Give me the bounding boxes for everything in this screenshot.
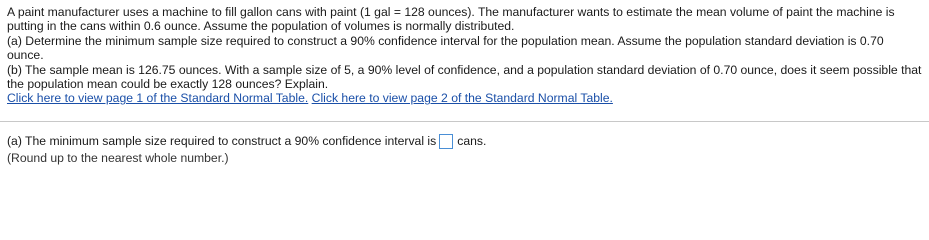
rounding-hint: (Round up to the nearest whole number.) <box>7 151 229 165</box>
normal-table-page1-link[interactable]: Click here to view page 1 of the Standard Normal Table. <box>7 91 309 106</box>
normal-table-page2-link[interactable]: Click here to view page 2 of the Standard Normal Table. <box>311 91 613 106</box>
answer-unit: cans. <box>457 134 487 148</box>
table-links <box>7 91 922 105</box>
problem-intro: A paint manufacturer uses a machine to fill gallon cans with paint (1 gal = 128 ounces). The manufacturer wants to estimate the mean volume of paint the machine is putting in the cans within 0.6 ounce. Assume the population of volumes is normally distributed. <box>7 5 895 34</box>
answer-prompt: (a) The minimum sample size required to construct a 90% confidence interval is <box>7 134 437 148</box>
answer-line <box>7 133 922 150</box>
sample-size-input[interactable] <box>439 134 453 149</box>
problem-part-a: (a) Determine the minimum sample size required to construct a 90% confidence interval for the population mean. Assume the population standard deviation is 0.70 ounce. <box>7 33 884 63</box>
section-divider <box>0 121 929 122</box>
problem-statement <box>7 5 922 106</box>
answer-section <box>7 133 922 167</box>
problem-part-b: (b) The sample mean is 126.75 ounces. With a sample size of 5, a 90% level of confidence, and a population standard deviation of 0.70 ounce, does it seem possible that the population mean could be exactly 128 ounces? Explain. <box>7 62 922 92</box>
